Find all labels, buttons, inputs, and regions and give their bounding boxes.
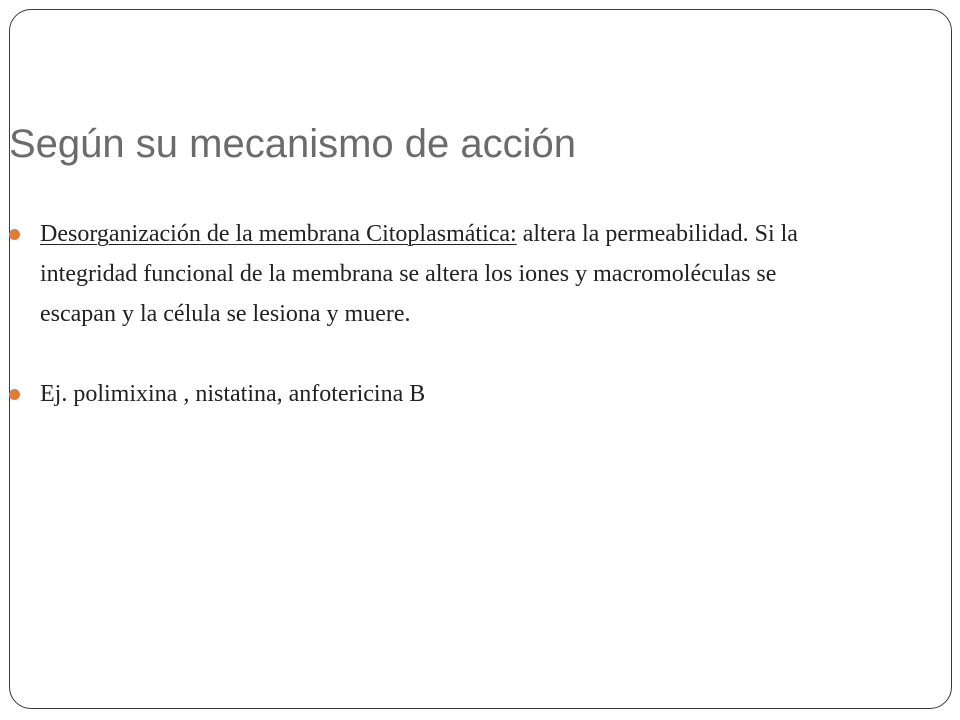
slide-title: Según su mecanismo de acción [9, 122, 576, 166]
bullet-item-examples [40, 374, 830, 414]
bullet-dot-icon [9, 389, 20, 400]
bullet-text: altera la permeabilidad. Si la integridad funcional de la membrana se altera los iones y macromoléculas se escapan y la célula se lesiona y muere. [40, 221, 798, 327]
bullet-text: Ej. polimixina , nistatina, anfotericina B [40, 381, 426, 407]
bullet-item-membrane [40, 214, 830, 334]
bullet-list [40, 214, 830, 414]
bullet-dot-icon [9, 229, 20, 240]
bullet-term: Desorganización de la membrana Citoplasmática: [40, 221, 517, 247]
